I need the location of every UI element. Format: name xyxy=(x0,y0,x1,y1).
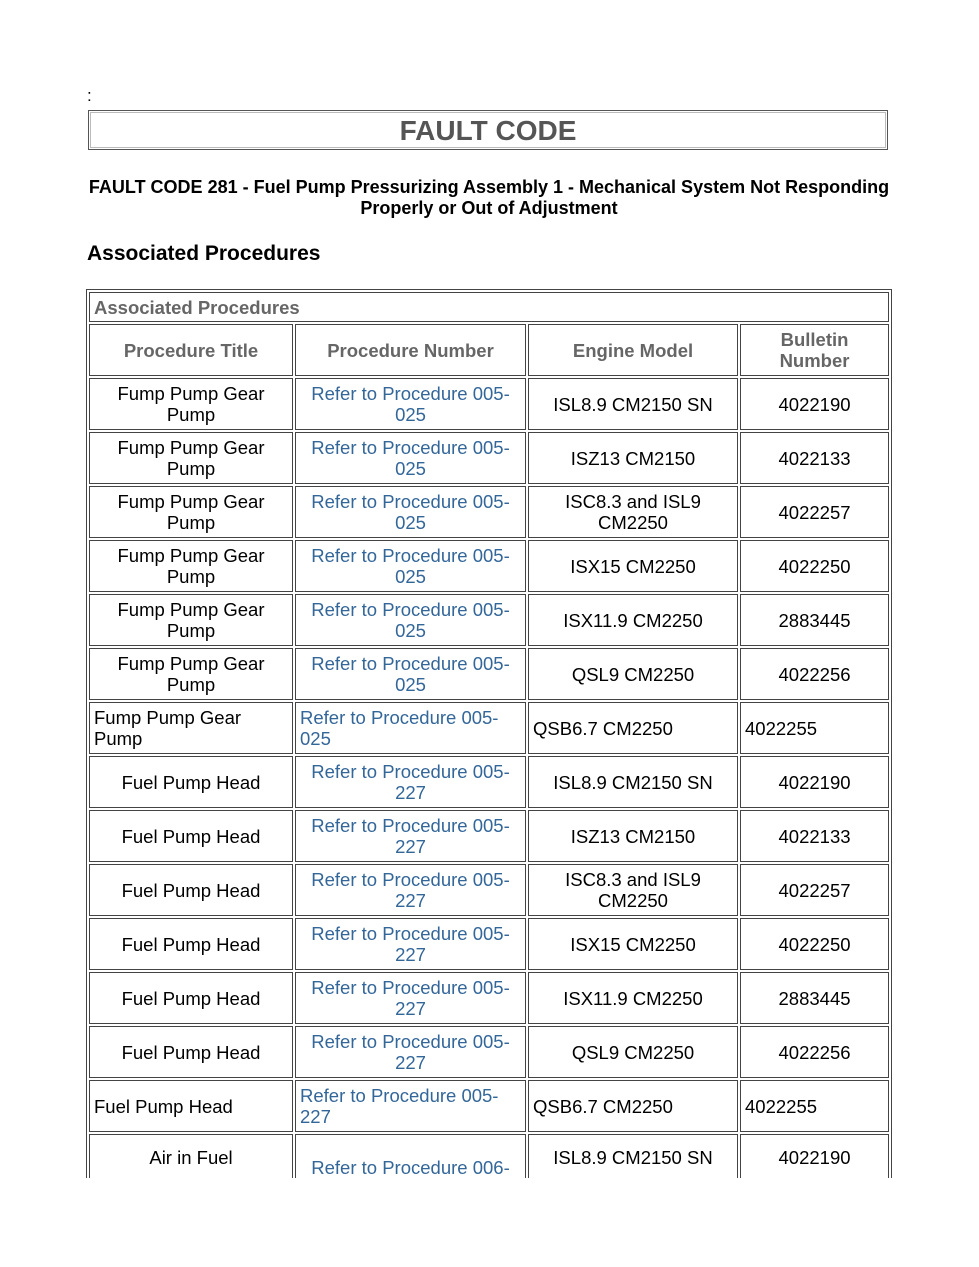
bulletin-number-cell: 4022190 xyxy=(740,756,889,808)
table-header-row xyxy=(89,324,889,376)
procedure-link[interactable]: Refer to Procedure 005-025 xyxy=(295,432,526,484)
table-row xyxy=(89,1134,889,1178)
procedure-title-cell: Fuel Pump Head xyxy=(89,972,293,1024)
header-bulletin-number: Bulletin Number xyxy=(740,324,889,376)
bulletin-number-cell: 4022257 xyxy=(740,486,889,538)
procedure-link[interactable]: Refer to Procedure 005-227 xyxy=(295,756,526,808)
bulletin-number-cell: 4022250 xyxy=(740,918,889,970)
procedure-title-cell: Fump Pump Gear Pump xyxy=(89,702,293,754)
bulletin-number-cell: 4022133 xyxy=(740,810,889,862)
procedure-title-cell: Fump Pump Gear Pump xyxy=(89,378,293,430)
table-row xyxy=(89,378,889,430)
table-row xyxy=(89,594,889,646)
bulletin-number-cell: 4022257 xyxy=(740,864,889,916)
bulletin-number-cell: 4022256 xyxy=(740,648,889,700)
procedures-table-container xyxy=(86,289,892,1178)
table-row xyxy=(89,864,889,916)
table-row xyxy=(89,756,889,808)
procedures-table xyxy=(86,289,892,1178)
procedure-title-cell: Fump Pump Gear Pump xyxy=(89,540,293,592)
table-row xyxy=(89,648,889,700)
engine-model-cell: QSB6.7 CM2250 xyxy=(528,1080,738,1132)
engine-model-cell: QSB6.7 CM2250 xyxy=(528,702,738,754)
table-row xyxy=(89,1026,889,1078)
engine-model-cell: ISZ13 CM2150 xyxy=(528,810,738,862)
table-row xyxy=(89,810,889,862)
procedure-link[interactable]: Refer to Procedure 005-227 xyxy=(295,864,526,916)
procedure-link[interactable]: Refer to Procedure 005-227 xyxy=(295,1026,526,1078)
procedure-title-cell: Air in Fuel xyxy=(89,1134,293,1178)
header-engine-model: Engine Model xyxy=(528,324,738,376)
engine-model-cell: ISC8.3 and ISL9 CM2250 xyxy=(528,864,738,916)
table-caption: Associated Procedures xyxy=(89,292,889,322)
procedure-title-cell: Fump Pump Gear Pump xyxy=(89,594,293,646)
procedure-title-cell: Fuel Pump Head xyxy=(89,1080,293,1132)
procedure-link[interactable]: Refer to Procedure 005-227 xyxy=(295,1080,526,1132)
table-row xyxy=(89,540,889,592)
engine-model-cell: ISZ13 CM2150 xyxy=(528,432,738,484)
procedure-link[interactable]: Refer to Procedure 005-227 xyxy=(295,810,526,862)
engine-model-cell: ISL8.9 CM2150 SN xyxy=(528,378,738,430)
procedure-title-cell: Fump Pump Gear Pump xyxy=(89,486,293,538)
engine-model-cell: ISL8.9 CM2150 SN xyxy=(528,756,738,808)
procedure-link[interactable]: Refer to Procedure 005-025 xyxy=(295,540,526,592)
bulletin-number-cell: 4022256 xyxy=(740,1026,889,1078)
header-procedure-number: Procedure Number xyxy=(295,324,526,376)
fault-code-banner: FAULT CODE xyxy=(88,110,888,150)
engine-model-cell: ISX11.9 CM2250 xyxy=(528,594,738,646)
procedure-title-cell: Fuel Pump Head xyxy=(89,810,293,862)
engine-model-cell: ISX11.9 CM2250 xyxy=(528,972,738,1024)
engine-model-cell: ISL8.9 CM2150 SN xyxy=(528,1134,738,1178)
table-row xyxy=(89,432,889,484)
table-row xyxy=(89,486,889,538)
bulletin-number-cell: 4022190 xyxy=(740,378,889,430)
procedure-link[interactable]: Refer to Procedure 005-025 xyxy=(295,594,526,646)
procedure-link[interactable]: Refer to Procedure 005-025 xyxy=(295,378,526,430)
procedure-title-cell: Fuel Pump Head xyxy=(89,864,293,916)
procedure-link[interactable]: Refer to Procedure 005-227 xyxy=(295,972,526,1024)
procedure-link[interactable]: Refer to Procedure 005-025 xyxy=(295,648,526,700)
procedure-title-cell: Fump Pump Gear Pump xyxy=(89,648,293,700)
table-row xyxy=(89,918,889,970)
procedure-title-cell: Fuel Pump Head xyxy=(89,756,293,808)
engine-model-cell: ISX15 CM2250 xyxy=(528,540,738,592)
procedure-title-cell: Fuel Pump Head xyxy=(89,918,293,970)
engine-model-cell: QSL9 CM2250 xyxy=(528,1026,738,1078)
bulletin-number-cell: 4022255 xyxy=(740,702,889,754)
bulletin-number-cell: 2883445 xyxy=(740,972,889,1024)
procedure-link[interactable]: Refer to Procedure 005-025 xyxy=(295,702,526,754)
bulletin-number-cell: 2883445 xyxy=(740,594,889,646)
bulletin-number-cell: 4022255 xyxy=(740,1080,889,1132)
procedure-link[interactable]: Refer to Procedure 006- xyxy=(295,1134,526,1178)
engine-model-cell: QSL9 CM2250 xyxy=(528,648,738,700)
section-heading: Associated Procedures xyxy=(87,242,321,265)
procedure-title-cell: Fuel Pump Head xyxy=(89,1026,293,1078)
header-procedure-title: Procedure Title xyxy=(89,324,293,376)
table-row xyxy=(89,1080,889,1132)
bulletin-number-cell: 4022250 xyxy=(740,540,889,592)
engine-model-cell: ISC8.3 and ISL9 CM2250 xyxy=(528,486,738,538)
procedure-link[interactable]: Refer to Procedure 005-227 xyxy=(295,918,526,970)
table-row xyxy=(89,702,889,754)
engine-model-cell: ISX15 CM2250 xyxy=(528,918,738,970)
procedure-title-cell: Fump Pump Gear Pump xyxy=(89,432,293,484)
fault-code-title: FAULT CODE 281 - Fuel Pump Pressurizing Assembly 1 - Mechanical System Not Responding Properly or Out of Adjustment xyxy=(88,177,890,218)
table-row xyxy=(89,972,889,1024)
procedure-link[interactable]: Refer to Procedure 005-025 xyxy=(295,486,526,538)
bulletin-number-cell: 4022133 xyxy=(740,432,889,484)
page-prefix: : xyxy=(87,86,92,105)
bulletin-number-cell: 4022190 xyxy=(740,1134,889,1178)
